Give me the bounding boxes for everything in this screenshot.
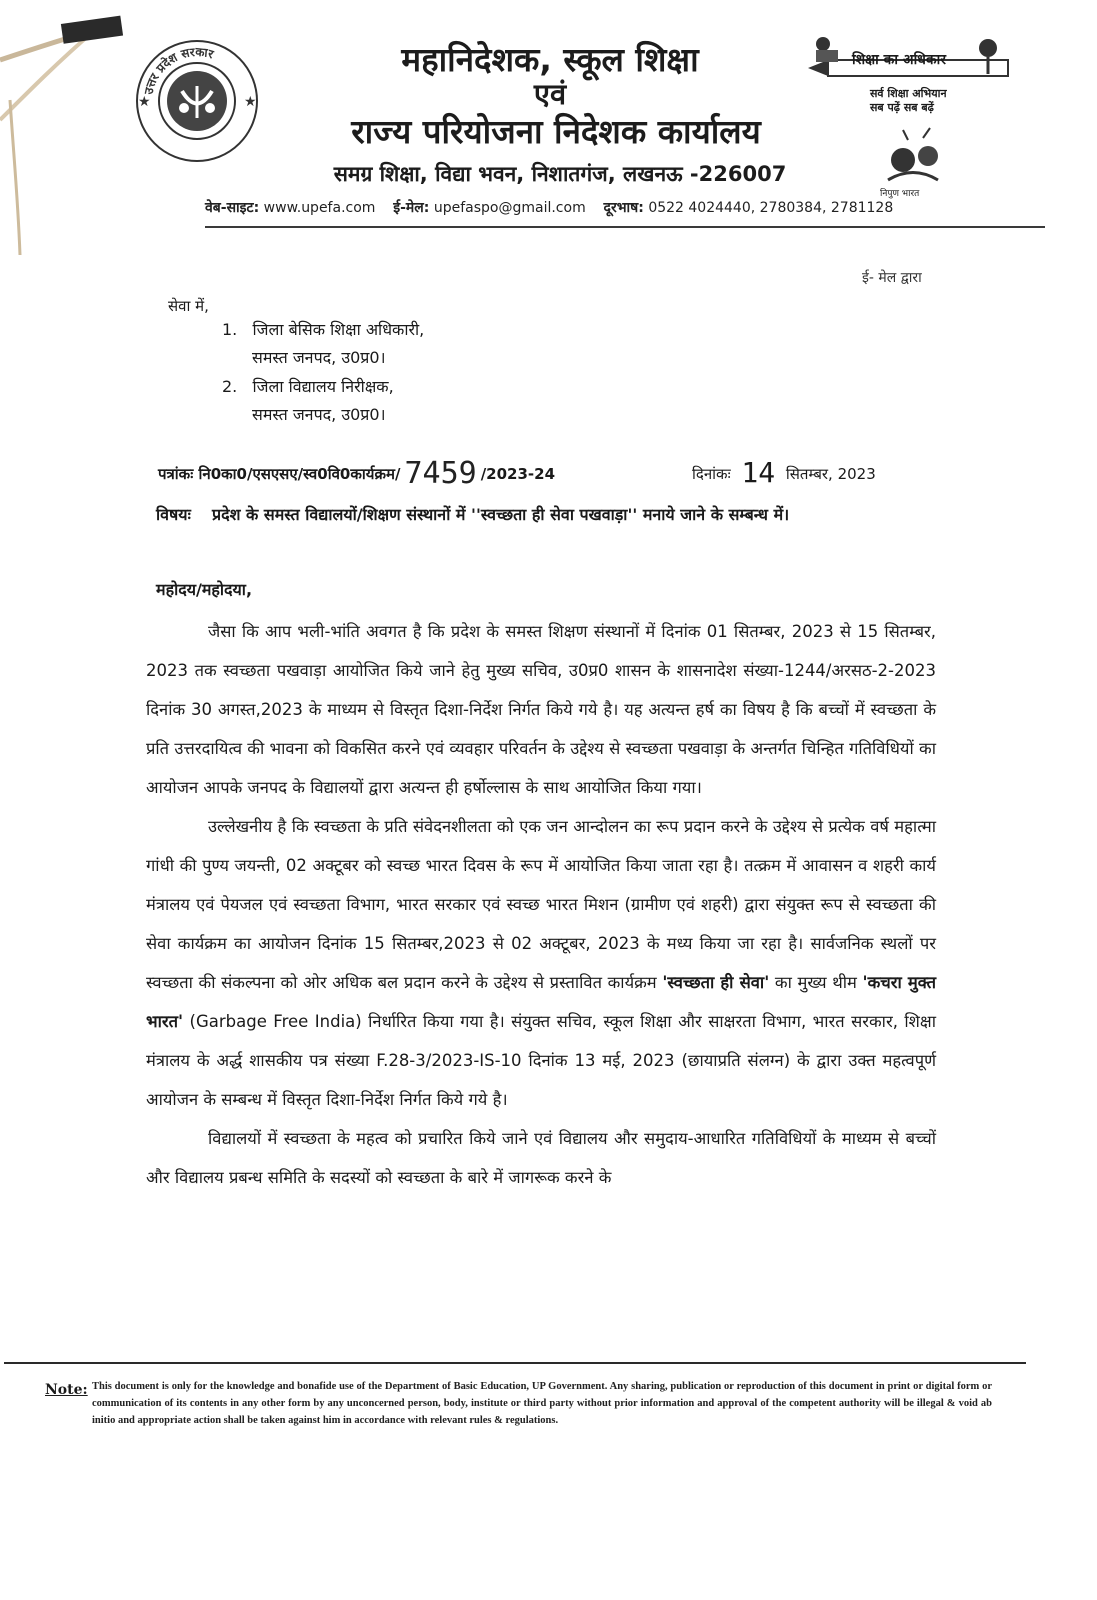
to-label: सेवा में,: [168, 297, 209, 315]
government-seal: [132, 36, 262, 166]
addressee-2-line2: समस्त जनपद, उ0प्र0।: [252, 405, 386, 424]
letter-body: [146, 612, 936, 1197]
ssa-slogan-1: सर्व शिक्षा अभियान: [870, 87, 947, 100]
addressee-1-title: जिला बेसिक शिक्षा अधिकारी,: [252, 320, 425, 339]
string-decoration: [0, 0, 130, 260]
reference-label: पत्रांकः: [158, 465, 194, 483]
header-line-3: राज्य परियोजना निदेशक कार्यालय: [351, 112, 761, 151]
email-label: ई-मेल:: [393, 200, 430, 216]
footer-rule: [4, 1362, 1026, 1364]
phone-label: दूरभाष:: [603, 200, 644, 216]
website-link[interactable]: www.upefa.com: [263, 200, 376, 216]
header-line-2: एवं: [533, 77, 567, 111]
date-day: 14: [741, 456, 776, 489]
footer-note-text: This document is only for the knowledge and bonafide use of the Department of Basic Education, UP Government. Any sharing, publication or reproduction of this document in print or digital form or communication of its contents in any other form by any unconcerned person, body, institute or third party without prior information and approval of the competent authority will be illegal & void ab initio and appropriate action shall be taken against him in accordance with relevant rules & regulations.: [92, 1381, 992, 1426]
addressee-1-line2: समस्त जनपद, उ0प्र0।: [252, 348, 386, 367]
salutation: महोदय/महोदया,: [156, 580, 253, 599]
seal-text: उत्तर प्रदेश सरकार: [141, 44, 216, 96]
up-government-seal-icon: [132, 36, 262, 166]
header-address: समग्र शिक्षा, विद्या भवन, निशातगंज, लखनऊ -226007: [333, 162, 787, 186]
paragraph-2-part-b: का मुख्य थीम: [774, 973, 857, 992]
subject-text: प्रदेश के समस्त विद्यालयों/शिक्षण संस्थानों में ''स्वच्छता ही सेवा पखवाड़ा'' मनाये जाने के सम्बन्ध में।: [212, 505, 790, 524]
header-line-1: महानिदेशक, स्कूल शिक्षा: [401, 40, 699, 79]
svg-text:★: ★: [138, 94, 151, 110]
reference-suffix: /2023-24: [480, 465, 556, 483]
date-month-year: सितम्बर, 2023: [785, 465, 876, 483]
paragraph-2-bold-2: 'कचरा मुक्त भारत': [146, 973, 937, 1031]
paragraph-3: विद्यालयों में स्वच्छता के महत्व को प्रचारित किये जाने एवं विद्यालय और समुदाय-आधारित गतिविधियों के माध्यम से बच्चों और विद्यालय प्रबन्ध समिति के सदस्यों को स्वच्छता के बारे में जागरूक करने के: [146, 1129, 936, 1187]
addressee-2: [222, 372, 394, 401]
website-label: वेब-साइट:: [205, 200, 260, 216]
email-link[interactable]: upefaspo@gmail.com: [433, 200, 586, 216]
footer-note-label: Note:: [45, 1382, 88, 1398]
date-line: [692, 456, 876, 489]
ssa-slogan-2: सब पढ़ें सब बढ़ें: [870, 101, 934, 114]
subject-label: विषयः: [156, 505, 191, 524]
phone-numbers: 0522 4024440, 2780384, 2781128: [648, 200, 894, 216]
date-label: दिनांकः: [692, 465, 731, 483]
right-logo-block: [808, 30, 1028, 200]
addressee-1: [222, 315, 424, 344]
addressee-2-num: 2.: [222, 377, 238, 396]
paragraph-2-part-c: (Garbage Free India) निर्धारित किया गया है। संयुक्त सचिव, स्कूल शिक्षा और साक्षरता विभाग, भारत सरकार, शिक्षा मंत्रालय के अर्द्ध शासकीय पत्र संख्या F.28-3/2023-IS-10 दिनांक 13 मई, 2023 (छायाप्रति संलग्न) के द्वारा उक्त महत्वपूर्ण आयोजन के सम्बन्ध में विस्तृत दिशा-निर्देश निर्गत किये गये है।: [146, 1012, 936, 1109]
reference-number: 7459: [404, 456, 477, 491]
header-rule: [205, 226, 1045, 228]
svg-text:★: ★: [244, 94, 257, 110]
rte-title: शिक्षा का अधिकार: [852, 52, 946, 68]
nipun-caption: निपुण भारत: [880, 189, 920, 199]
contact-line: [205, 198, 893, 217]
reference-line: [158, 456, 555, 491]
addressee-2-title: जिला विद्यालय निरीक्षक,: [252, 377, 394, 396]
paragraph-2-bold-1: 'स्वच्छता ही सेवा': [662, 973, 770, 992]
reference-prefix: नि0का0/एसएसए/स्व0वि0कार्यक्रम/: [198, 465, 401, 483]
addressee-1-num: 1.: [222, 320, 238, 339]
paragraph-1: जैसा कि आप भली-भांति अवगत है कि प्रदेश के समस्त शिक्षण संस्थानों में दिनांक 01 सितम्बर, 2023 से 15 सितम्बर, 2023 तक स्वच्छता पखवाड़ा आयोजित किये जाने हेतु मुख्य सचिव, उ0प्र0 शासन के शासनादेश संख्या-1244/अरसठ-2-2023 दिनांक 30 अगस्त,2023 के माध्यम से विस्तृत दिशा-निर्देश निर्गत किये गये है। यह अत्यन्त हर्ष का विषय है कि बच्चों में स्वच्छता के प्रति उत्तरदायित्व की भावना को विकसित करने एवं व्यवहार परिवर्तन के उद्देश्य से स्वच्छता पखवाड़ा के अन्तर्गत चिन्हित गतिविधियों का आयोजन आपके जनपद के विद्यालयों द्वारा अत्यन्त ही हर्षोल्लास के साथ आयोजित किया गया।: [146, 622, 936, 797]
delivery-mode: ई- मेल द्वारा: [862, 270, 922, 286]
subject: [156, 500, 926, 529]
paragraph-2-part-a: उल्लेखनीय है कि स्वच्छता के प्रति संवेदनशीलता को एक जन आन्दोलन का रूप प्रदान करने के उद्देश्य से प्रत्येक वर्ष महात्मा गांधी की पुण्य जयन्ती, 02 अक्टूबर को स्वच्छ भारत दिवस के रूप में आयोजित किया जाता रहा है। तत्क्रम में आवासन व शहरी कार्य मंत्रालय एवं पेयजल एवं स्वच्छता विभाग, भारत सरकार एवं स्वच्छ भारत मिशन (ग्रामीण एवं शहरी) द्वारा संयुक्त रूप से स्वच्छता की सेवा कार्यक्रम का आयोजन दिनांक 15 सितम्बर,2023 से 02 अक्टूबर, 2023 के मध्य किया जा रहा है। सार्वजनिक स्थलों पर स्वच्छता की संकल्पना को ओर अधिक बल प्रदान करने के उद्देश्य से प्रस्तावित कार्यक्रम: [146, 817, 936, 992]
paragraph-2: [146, 807, 936, 1119]
